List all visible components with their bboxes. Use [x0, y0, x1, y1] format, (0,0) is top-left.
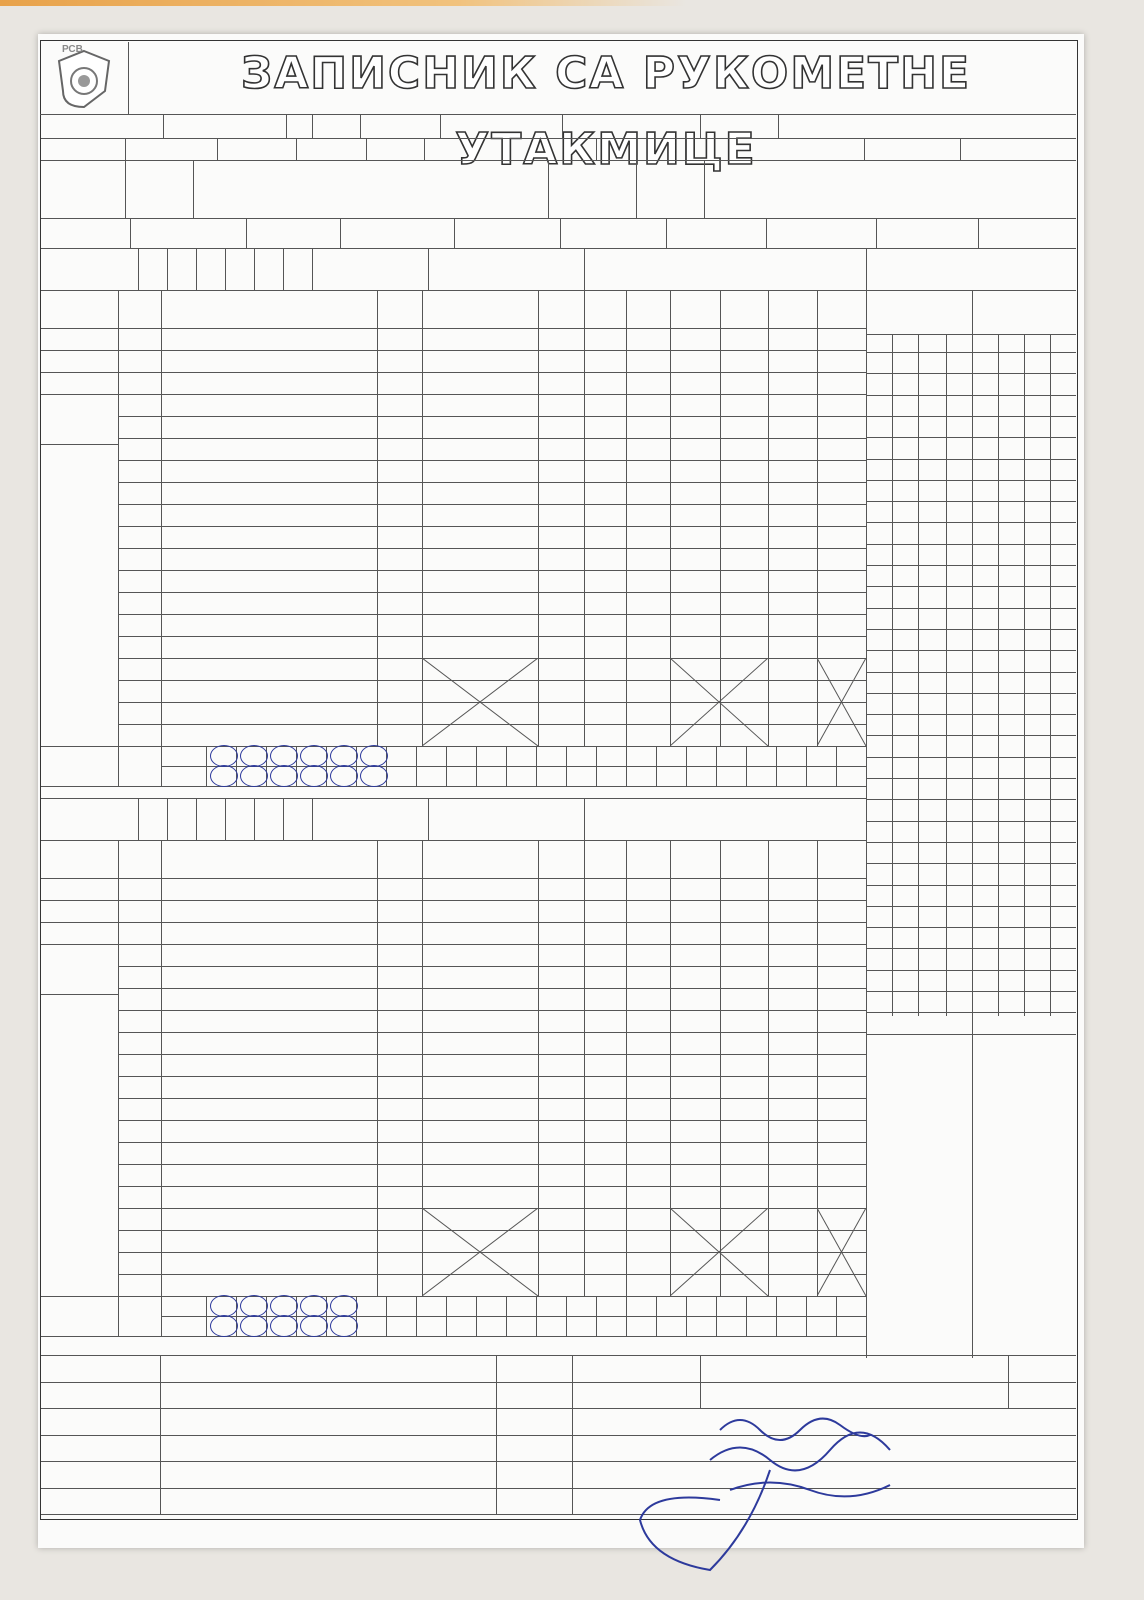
outer-frame [40, 40, 1078, 1520]
logo-text: РСВ [62, 44, 83, 55]
title-rule [40, 114, 1076, 115]
signatures [620, 1400, 960, 1600]
sheet-title: ЗАПИСНИК СА РУКОМЕТНЕ УТАКМИЦЕ [240, 48, 972, 175]
top-edge-strip [0, 0, 1144, 6]
